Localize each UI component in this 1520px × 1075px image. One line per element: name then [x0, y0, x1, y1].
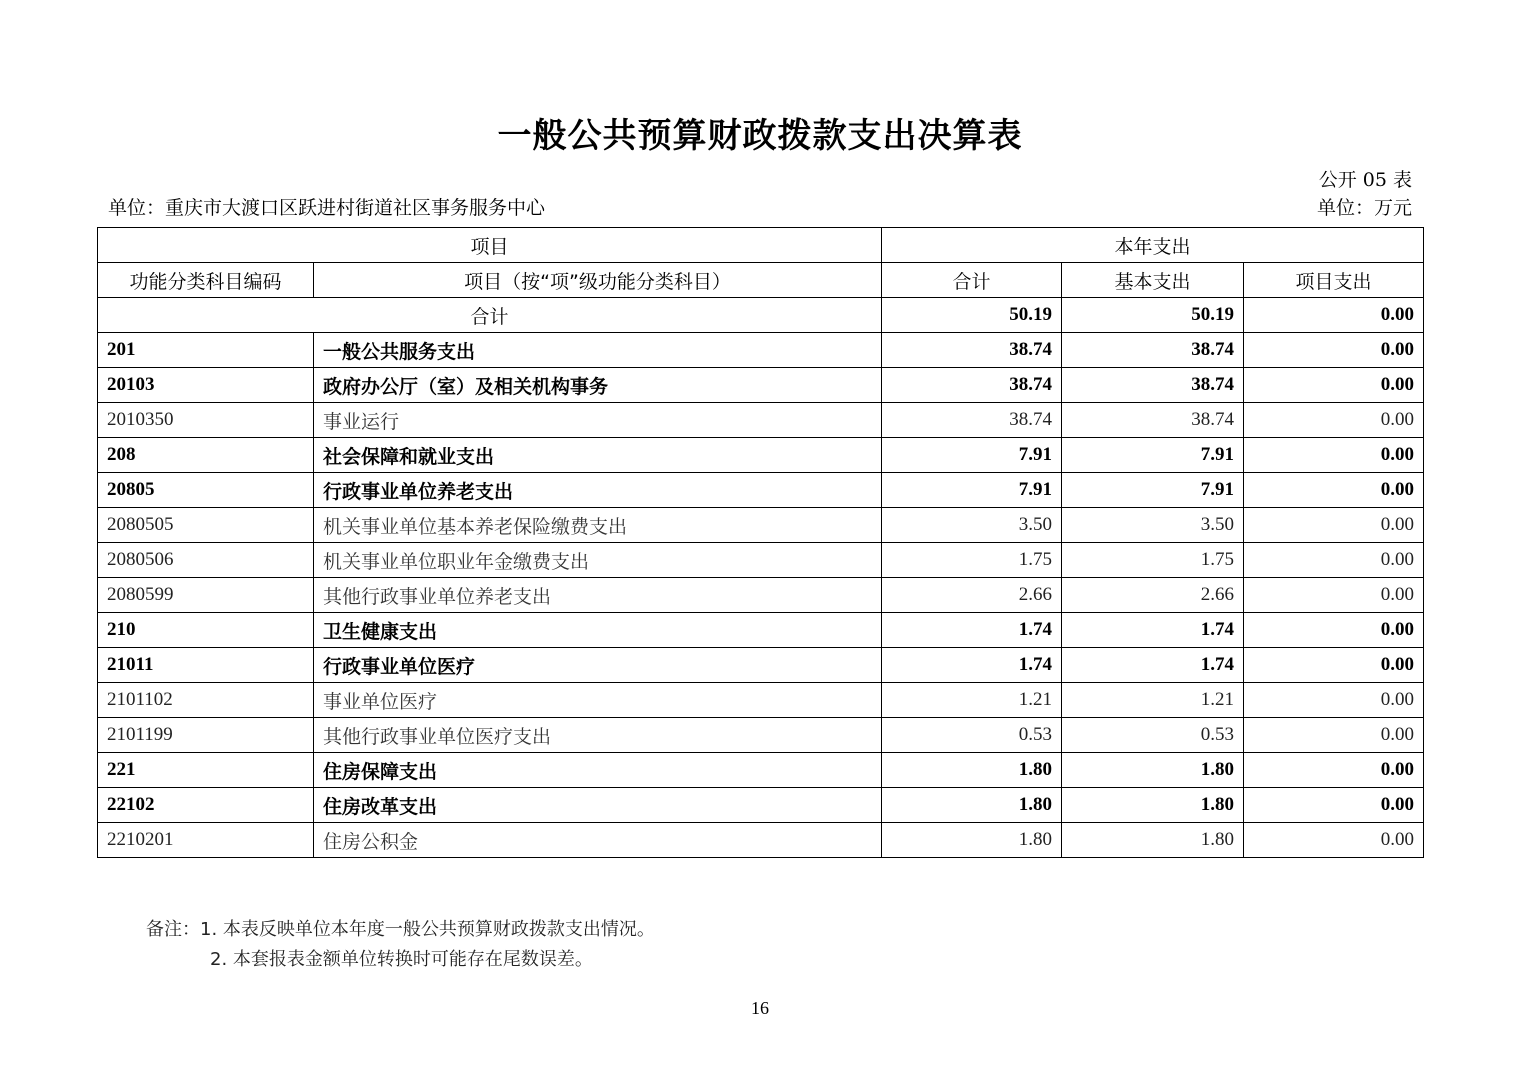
row-project-cell: 0.00: [1244, 543, 1424, 578]
row-code-cell: 20805: [98, 473, 314, 508]
row-project-cell: 0.00: [1244, 368, 1424, 403]
total-row-project: 0.00: [1244, 298, 1424, 333]
row-total-cell: 1.74: [882, 613, 1062, 648]
table-body: [98, 228, 1424, 858]
header-name: 项目（按“项”级功能分类科目）: [314, 263, 882, 298]
row-name-cell: 一般公共服务支出: [314, 333, 882, 368]
notes: [146, 915, 655, 975]
total-row-basic: 50.19: [1062, 298, 1244, 333]
row-total-cell: 7.91: [882, 438, 1062, 473]
row-code-cell: 210: [98, 613, 314, 648]
row-code-cell: 208: [98, 438, 314, 473]
row-code-cell: 201: [98, 333, 314, 368]
note-line-1: 备注：1. 本表反映单位本年度一般公共预算财政拨款支出情况。: [146, 919, 655, 940]
row-code-cell: 20103: [98, 368, 314, 403]
row-total-cell: 1.80: [882, 788, 1062, 823]
row-basic-cell: 1.74: [1062, 648, 1244, 683]
row-project-cell: 0.00: [1244, 403, 1424, 438]
header-project: 项目支出: [1244, 263, 1424, 298]
table-row: [98, 333, 1424, 368]
row-name-cell: 住房公积金: [314, 823, 882, 858]
row-name-cell: 行政事业单位养老支出: [314, 473, 882, 508]
total-row-total: 50.19: [882, 298, 1062, 333]
page-number: 16: [751, 998, 769, 1018]
row-basic-cell: 1.74: [1062, 613, 1244, 648]
row-code-cell: 221: [98, 753, 314, 788]
table-row: [98, 508, 1424, 543]
table-row: [98, 648, 1424, 683]
row-code-cell: 2080505: [98, 508, 314, 543]
total-row-label: 合计: [98, 298, 882, 333]
table-row: [98, 683, 1424, 718]
table-row: [98, 403, 1424, 438]
row-code-cell: 2080506: [98, 543, 314, 578]
row-basic-cell: 0.53: [1062, 718, 1244, 753]
note-line-2: 2. 本套报表金额单位转换时可能存在尾数误差。: [210, 949, 593, 970]
row-code-cell: 22102: [98, 788, 314, 823]
row-basic-cell: 1.80: [1062, 788, 1244, 823]
row-total-cell: 1.80: [882, 753, 1062, 788]
row-name-cell: 事业运行: [314, 403, 882, 438]
header-code: 功能分类科目编码: [98, 263, 314, 298]
row-basic-cell: 38.74: [1062, 403, 1244, 438]
row-project-cell: 0.00: [1244, 823, 1424, 858]
row-name-cell: 行政事业单位医疗: [314, 648, 882, 683]
row-project-cell: 0.00: [1244, 648, 1424, 683]
row-project-cell: 0.00: [1244, 788, 1424, 823]
expenditure-table: [97, 227, 1424, 858]
row-basic-cell: 7.91: [1062, 438, 1244, 473]
row-code-cell: 2101199: [98, 718, 314, 753]
row-name-cell: 住房改革支出: [314, 788, 882, 823]
row-name-cell: 事业单位医疗: [314, 683, 882, 718]
row-basic-cell: 38.74: [1062, 333, 1244, 368]
header-row-2: [98, 263, 1424, 298]
row-total-cell: 2.66: [882, 578, 1062, 613]
row-total-cell: 38.74: [882, 368, 1062, 403]
row-code-cell: 2080599: [98, 578, 314, 613]
header-total: 合计: [882, 263, 1062, 298]
row-name-cell: 机关事业单位基本养老保险缴费支出: [314, 508, 882, 543]
row-project-cell: 0.00: [1244, 473, 1424, 508]
row-basic-cell: 38.74: [1062, 368, 1244, 403]
row-basic-cell: 1.75: [1062, 543, 1244, 578]
table-row: [98, 753, 1424, 788]
row-code-cell: 2010350: [98, 403, 314, 438]
row-total-cell: 38.74: [882, 403, 1062, 438]
row-project-cell: 0.00: [1244, 508, 1424, 543]
row-name-cell: 卫生健康支出: [314, 613, 882, 648]
row-code-cell: 2210201: [98, 823, 314, 858]
row-total-cell: 1.74: [882, 648, 1062, 683]
row-basic-cell: 1.80: [1062, 823, 1244, 858]
row-name-cell: 其他行政事业单位医疗支出: [314, 718, 882, 753]
header-current-year: 本年支出: [882, 228, 1424, 263]
row-total-cell: 0.53: [882, 718, 1062, 753]
header-item: 项目: [98, 228, 882, 263]
row-total-cell: 1.80: [882, 823, 1062, 858]
row-project-cell: 0.00: [1244, 683, 1424, 718]
row-project-cell: 0.00: [1244, 718, 1424, 753]
row-total-cell: 1.75: [882, 543, 1062, 578]
header-basic: 基本支出: [1062, 263, 1244, 298]
header-row-1: [98, 228, 1424, 263]
row-basic-cell: 1.21: [1062, 683, 1244, 718]
table-row: [98, 473, 1424, 508]
table-row: [98, 823, 1424, 858]
table-row: [98, 718, 1424, 753]
row-name-cell: 住房保障支出: [314, 753, 882, 788]
row-code-cell: 21011: [98, 648, 314, 683]
row-project-cell: 0.00: [1244, 753, 1424, 788]
table-row: [98, 543, 1424, 578]
row-basic-cell: 7.91: [1062, 473, 1244, 508]
row-basic-cell: 2.66: [1062, 578, 1244, 613]
row-total-cell: 38.74: [882, 333, 1062, 368]
row-basic-cell: 1.80: [1062, 753, 1244, 788]
row-project-cell: 0.00: [1244, 438, 1424, 473]
table-row: [98, 613, 1424, 648]
table-row: [98, 368, 1424, 403]
row-name-cell: 社会保障和就业支出: [314, 438, 882, 473]
row-name-cell: 机关事业单位职业年金缴费支出: [314, 543, 882, 578]
total-row: [98, 298, 1424, 333]
row-code-cell: 2101102: [98, 683, 314, 718]
row-project-cell: 0.00: [1244, 578, 1424, 613]
table-row: [98, 578, 1424, 613]
row-total-cell: 1.21: [882, 683, 1062, 718]
row-name-cell: 政府办公厅（室）及相关机构事务: [314, 368, 882, 403]
table-row: [98, 438, 1424, 473]
reporting-unit: 单位：重庆市大渡口区跃进村街道社区事务服务中心: [108, 197, 546, 219]
row-project-cell: 0.00: [1244, 333, 1424, 368]
row-total-cell: 7.91: [882, 473, 1062, 508]
row-project-cell: 0.00: [1244, 613, 1424, 648]
row-total-cell: 3.50: [882, 508, 1062, 543]
table-number: 公开 05 表: [1318, 169, 1412, 191]
row-name-cell: 其他行政事业单位养老支出: [314, 578, 882, 613]
table-row: [98, 788, 1424, 823]
row-basic-cell: 3.50: [1062, 508, 1244, 543]
document-title: 一般公共预算财政拨款支出决算表: [497, 116, 1023, 156]
currency-unit: 单位：万元: [1316, 197, 1412, 219]
